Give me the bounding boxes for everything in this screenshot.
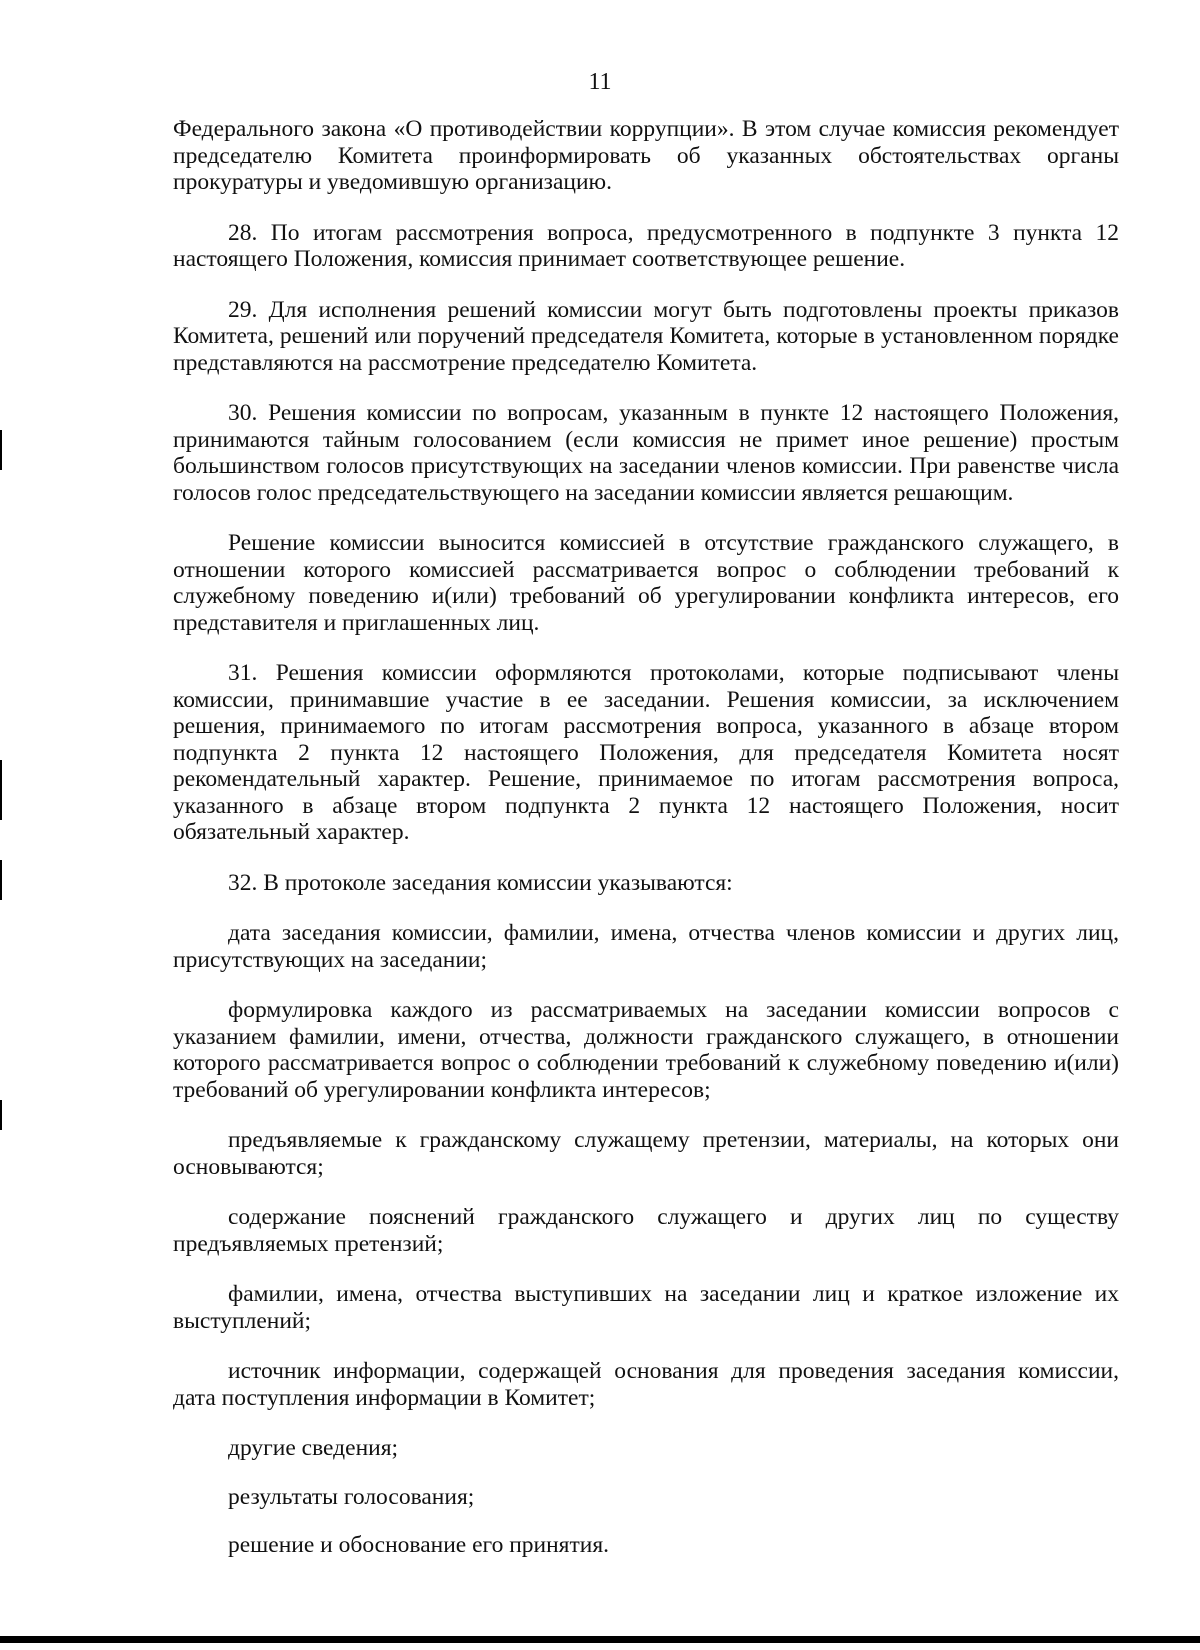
protocol-item-explanations: содержание пояснений гражданского служащего и других лиц по существу предъявляемых претензий;	[173, 1204, 1119, 1257]
scan-bottom-border	[0, 1636, 1200, 1643]
protocol-item-speakers: фамилии, имена, отчества выступивших на заседании лиц и краткое изложение их выступлений;	[173, 1281, 1119, 1334]
scan-edge-mark	[0, 430, 2, 470]
paragraph-32: 32. В протоколе заседания комиссии указываются:	[228, 869, 733, 896]
page-number: 11	[588, 69, 612, 95]
paragraph-29: 29. Для исполнения решений комиссии могут быть подготовлены проекты приказов Комитета, решений или поручений председателя Комитета, которые в установленном порядке представляются на рассмотрение председателю Комитета.	[173, 296, 1119, 376]
protocol-item-questions: формулировка каждого из рассматриваемых на заседании комиссии вопросов с указанием фамилии, имени, отчества, должности гражданского служащего, в отношении которого рассматривается вопрос о соблюдении требований к служебному поведению и(или) требований об урегулировании конфликта интересов;	[173, 997, 1119, 1103]
protocol-item-decision: решение и обоснование его принятия.	[228, 1532, 610, 1558]
protocol-item-source: источник информации, содержащей основания для проведения заседания комиссии, дата поступления информации в Комитет;	[173, 1358, 1119, 1411]
document-body	[173, 116, 1119, 1581]
protocol-item-date: дата заседания комиссии, фамилии, имена, отчества членов комиссии и других лиц, присутствующих на заседании;	[173, 920, 1119, 973]
paragraph-31: 31. Решения комиссии оформляются протоколами, которые подписывают члены комиссии, принимавшие участие в ее заседании. Решения комиссии, за исключением решения, принимаемого по итогам рассмотрения вопроса, указанного в абзаце втором подпункта 2 пункта 12 настоящего Положения, для председателя Комитета носят рекомендательный характер. Решение, принимаемое по итогам рассмотрения вопроса, указанного в абзаце втором подпункта 2 пункта 12 настоящего Положения, носит обязательный характер.	[173, 660, 1119, 845]
paragraph-30: 30. Решения комиссии по вопросам, указанным в пункте 12 настоящего Положения, принимаются тайным голосованием (если комиссия не примет иное решение) простым большинством голосов присутствующих на заседании членов комиссии. При равенстве числа голосов голос председательствующего на заседании комиссии является решающим.	[173, 400, 1119, 506]
paragraph-continuation: Федерального закона «О противодействии коррупции». В этом случае комиссия рекомендует председателю Комитета проинформировать об указанных обстоятельствах органы прокуратуры и уведомившую организацию.	[173, 116, 1119, 195]
scan-edge-mark	[0, 1100, 2, 1130]
scan-edge-mark	[0, 760, 2, 820]
paragraph-30-part-2: Решение комиссии выносится комиссией в отсутствие гражданского служащего, в отношении которого комиссией рассматривается вопрос о соблюдении требований к служебному поведению и(или) требований об урегулировании конфликта интересов, его представителя и приглашенных лиц.	[173, 530, 1119, 636]
scan-edge-mark	[0, 860, 2, 900]
protocol-item-voting: результаты голосования;	[228, 1483, 475, 1510]
protocol-item-other: другие сведения;	[228, 1435, 399, 1461]
protocol-item-claims: предъявляемые к гражданскому служащему претензии, материалы, на которых они основываются;	[173, 1127, 1119, 1180]
paragraph-28: 28. По итогам рассмотрения вопроса, предусмотренного в подпункте 3 пункта 12 настоящего Положения, комиссия принимает соответствующее решение.	[173, 219, 1119, 272]
